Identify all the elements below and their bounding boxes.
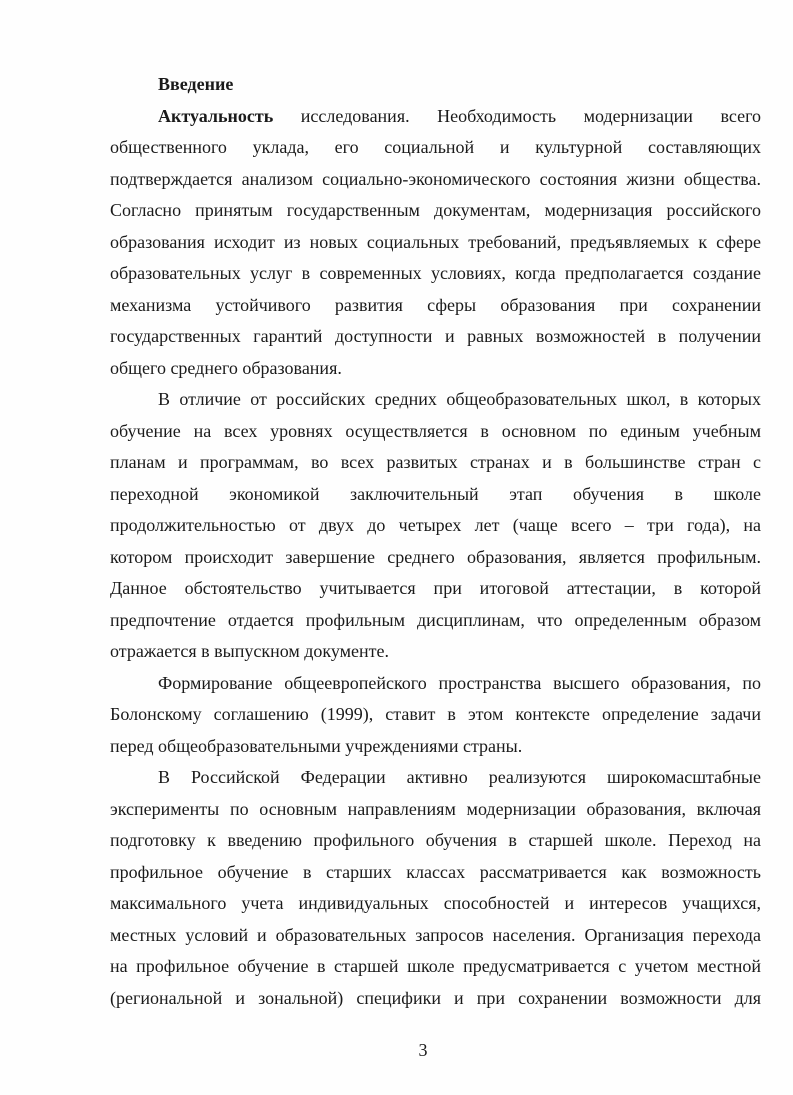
paragraph-line: подготовку к введению профильного обучения в старшей школе. Переход на bbox=[110, 830, 761, 850]
paragraph-line: образовательных услуг в современных условиях, когда предполагается создание bbox=[110, 263, 761, 283]
paragraph-line: механизма устойчивого развития сферы образования при сохранении bbox=[110, 294, 761, 315]
paragraph-line: В Российской Федерации активно реализуются широкомасштабные bbox=[158, 767, 761, 787]
paragraph-line: перед общеобразовательными учреждениями страны. bbox=[110, 735, 523, 756]
page-number: 3 bbox=[418, 1040, 428, 1060]
paragraph-line: эксперименты по основным направлениям модернизации образования, включая bbox=[110, 798, 761, 819]
paragraph-line: Болонскому соглашению (1999), ставит в этом контексте определение задачи bbox=[110, 704, 761, 724]
paragraph-line: Формирование общеевропейского пространства высшего образования, по bbox=[158, 672, 761, 693]
paragraph-line: образования исходит из новых социальных требований, предъявляемых к сфере bbox=[110, 231, 761, 252]
paragraph-line: Данное обстоятельство учитывается при итоговой аттестации, в которой bbox=[110, 578, 761, 598]
paragraph-line: государственных гарантий доступности и равных возможностей в получении bbox=[110, 326, 761, 346]
paragraph-line: продолжительностью от двух до четырех лет (чаще всего – три года), на bbox=[110, 515, 761, 535]
paragraph-line: планам и программам, во всех развитых странах и в большинстве стран с bbox=[110, 452, 761, 472]
paragraph-line: переходной экономикой заключительный этап обучения в школе bbox=[110, 483, 761, 504]
paragraph-line: отражается в выпускном документе. bbox=[110, 641, 390, 661]
section-heading: Введение bbox=[158, 74, 234, 94]
paragraph-line: на профильное обучение в старшей школе предусматривается с учетом местной bbox=[110, 956, 761, 976]
paragraph-line: котором происходит завершение среднего образования, является профильным. bbox=[110, 546, 761, 567]
paragraph-line: местных условий и образовательных запросов населения. Организация перехода bbox=[110, 924, 761, 945]
paragraph-line: профильное обучение в старших классах рассматривается как возможность bbox=[110, 861, 761, 882]
paragraph-line: подтверждается анализом социально-экономического состояния жизни общества. bbox=[110, 168, 761, 189]
body-text bbox=[110, 69, 761, 1014]
paragraph-line: Согласно принятым государственным документам, модернизация российского bbox=[110, 200, 761, 220]
paragraph-line: (региональной и зональной) специфики и при сохранении возможности для bbox=[110, 987, 761, 1008]
paragraph-line bbox=[110, 101, 761, 133]
paragraph-line: обучение на всех уровнях осуществляется в основном по единым учебным bbox=[110, 420, 761, 441]
bold-lead-term: Актуальность bbox=[158, 105, 274, 126]
paragraph-line: В отличие от российских средних общеобразовательных школ, в которых bbox=[158, 389, 761, 409]
paragraph-line: максимального учета индивидуальных способностей и интересов учащихся, bbox=[110, 893, 761, 913]
paragraph-line: общего среднего образования. bbox=[110, 357, 342, 378]
paragraph-line: общественного уклада, его социальной и культурной составляющих bbox=[110, 137, 761, 157]
paragraph-line: предпочтение отдается профильным дисциплинам, что определенным образом bbox=[110, 609, 761, 630]
line-text: исследования. Необходимость модернизации всего bbox=[300, 105, 762, 126]
